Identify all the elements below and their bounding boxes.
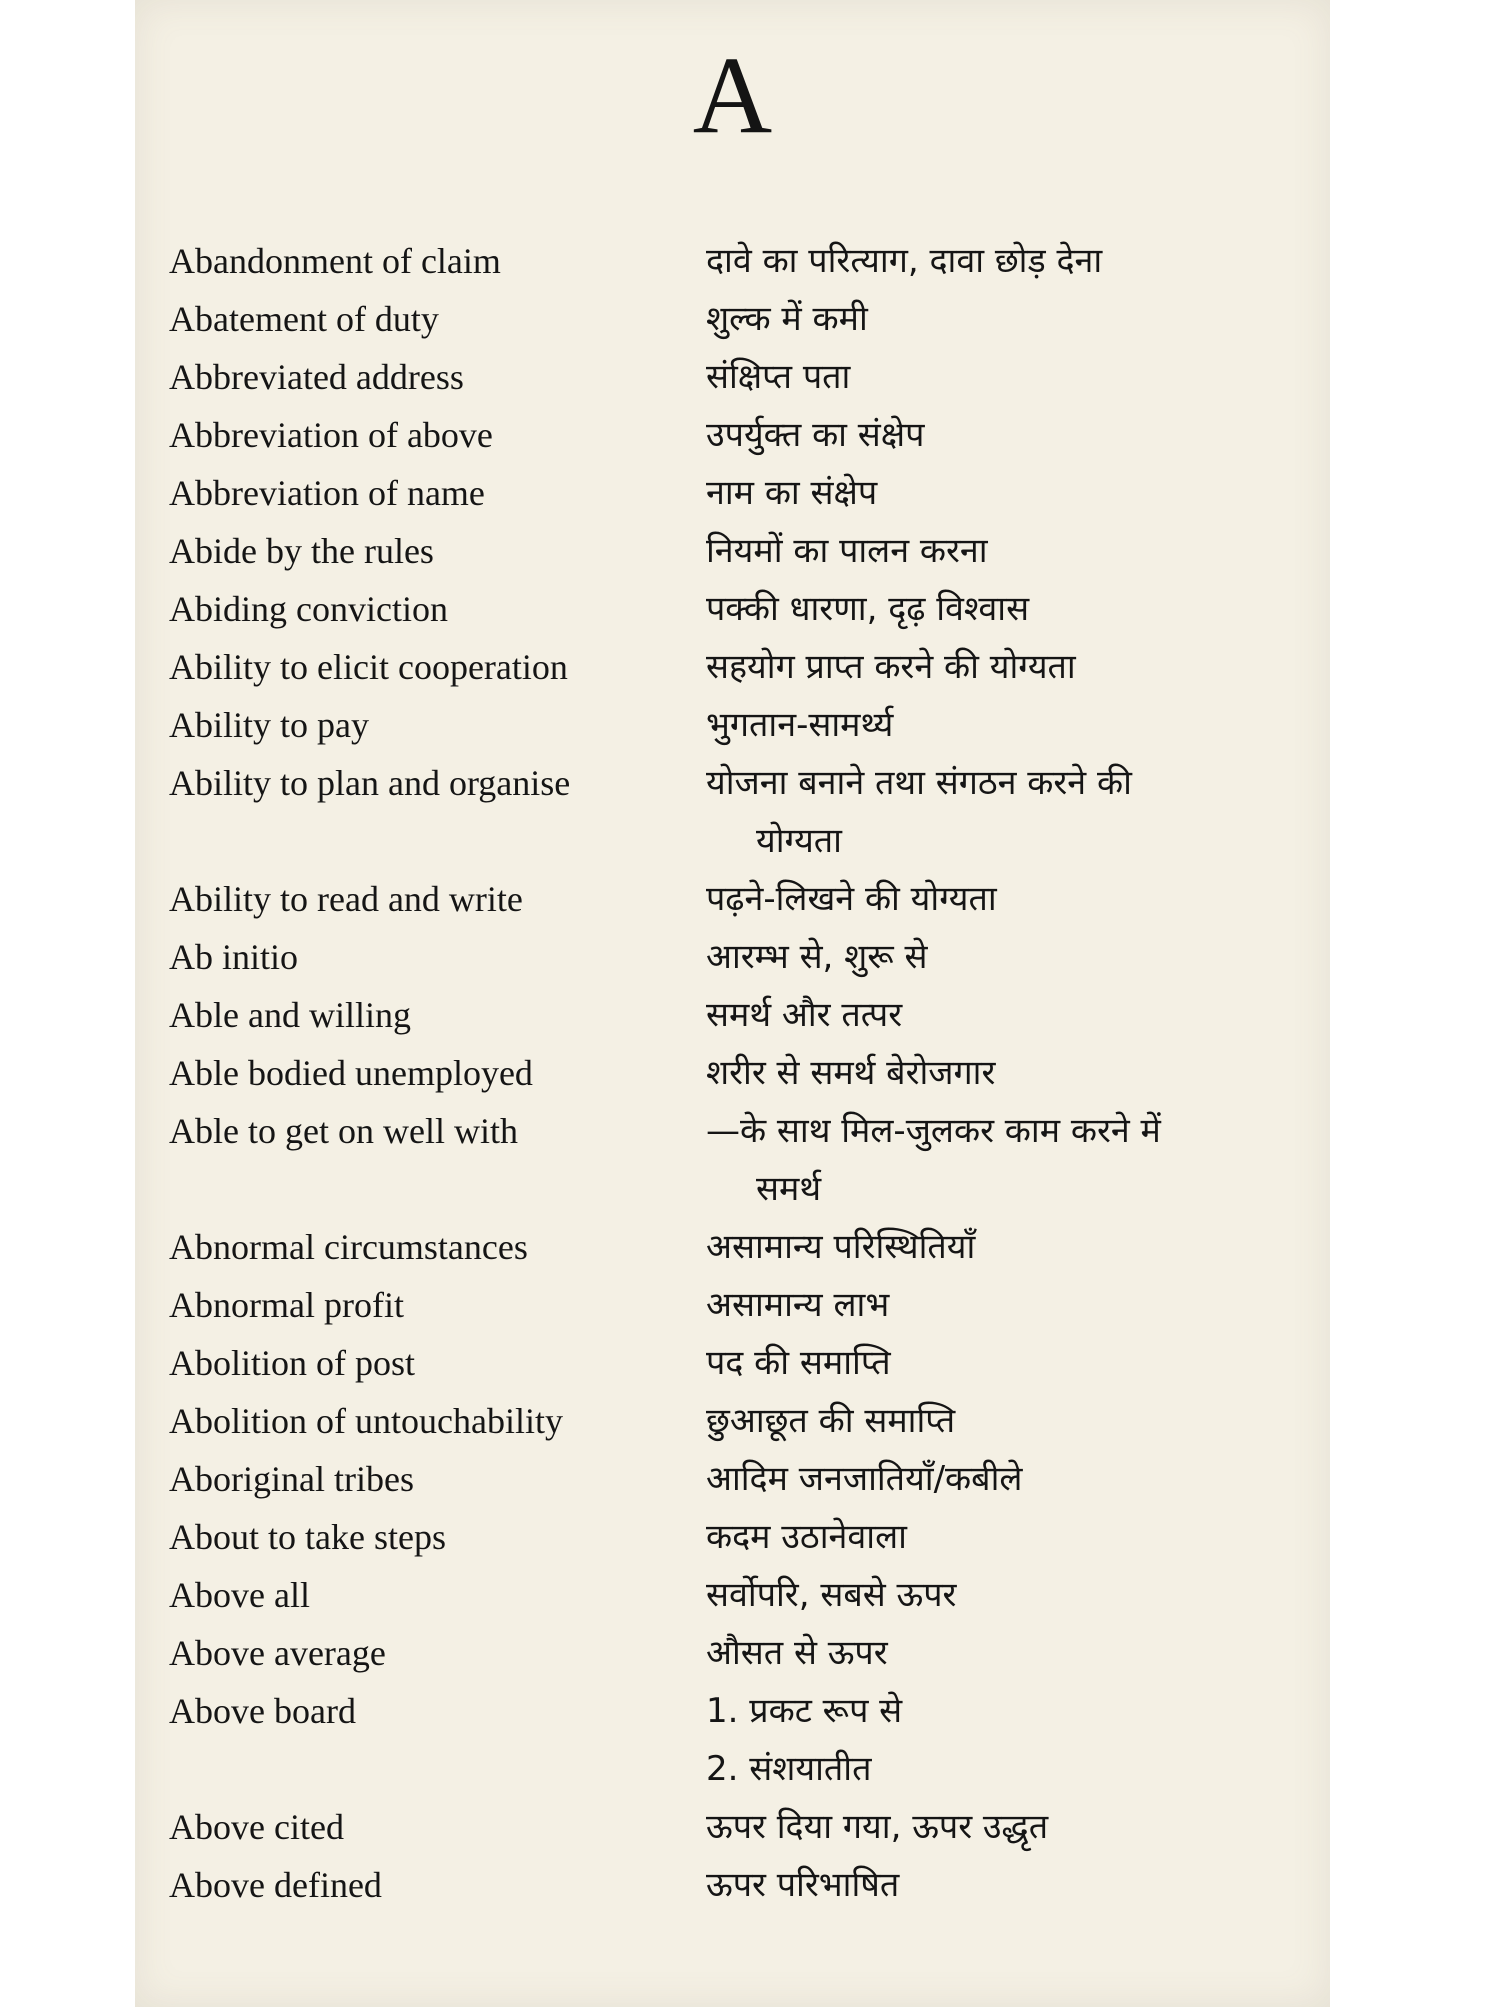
entry-list xyxy=(135,232,1330,1914)
hindi-translation xyxy=(706,1682,1276,1798)
entry-row xyxy=(135,348,1330,406)
english-term: Above board xyxy=(169,1691,356,1731)
hindi-line: सहयोग प्राप्त करने की योग्यता xyxy=(706,647,1076,687)
english-term: Aboriginal tribes xyxy=(169,1459,414,1499)
hindi-line: शुल्क में कमी xyxy=(706,299,868,339)
english-term: Abolition of untouchability xyxy=(169,1401,563,1441)
hindi-translation xyxy=(706,1566,1276,1624)
entry-row xyxy=(135,696,1330,754)
entry-row xyxy=(135,928,1330,986)
hindi-line: औसत से ऊपर xyxy=(706,1633,888,1673)
entry-row xyxy=(135,464,1330,522)
hindi-translation xyxy=(706,1276,1276,1334)
hindi-translation xyxy=(706,232,1276,290)
entry-row xyxy=(135,870,1330,928)
hindi-translation xyxy=(706,1856,1276,1914)
english-term: Ability to read and write xyxy=(169,879,523,919)
entry-row xyxy=(135,1392,1330,1450)
hindi-translation xyxy=(706,1044,1276,1102)
hindi-translation xyxy=(706,1392,1276,1450)
hindi-line: नियमों का पालन करना xyxy=(706,531,988,571)
hindi-line: 1. प्रकट रूप से xyxy=(706,1691,903,1731)
entry-row xyxy=(135,638,1330,696)
hindi-translation xyxy=(706,580,1276,638)
hindi-translation xyxy=(706,348,1276,406)
hindi-translation xyxy=(706,754,1276,870)
hindi-line: छुआछूत की समाप्ति xyxy=(706,1401,956,1441)
english-term: Abnormal circumstances xyxy=(169,1227,528,1267)
entry-row xyxy=(135,406,1330,464)
english-term: Able to get on well with xyxy=(169,1111,518,1151)
entry-row xyxy=(135,1682,1330,1798)
hindi-line: योजना बनाने तथा संगठन करने की xyxy=(706,763,1132,803)
hindi-translation xyxy=(706,638,1276,696)
hindi-translation xyxy=(706,1102,1276,1218)
english-term: Ability to pay xyxy=(169,705,369,745)
english-term: Above cited xyxy=(169,1807,344,1847)
hindi-translation xyxy=(706,1334,1276,1392)
entry-row xyxy=(135,1856,1330,1914)
english-term: Abbreviation of name xyxy=(169,473,485,513)
english-term: Abbreviation of above xyxy=(169,415,493,455)
english-term: Abide by the rules xyxy=(169,531,434,571)
english-term: Able and willing xyxy=(169,995,411,1035)
entry-row xyxy=(135,1450,1330,1508)
hindi-line: संक्षिप्त पता xyxy=(706,357,851,397)
hindi-line: पढ़ने-लिखने की योग्यता xyxy=(706,879,997,919)
hindi-translation xyxy=(706,464,1276,522)
entry-row xyxy=(135,232,1330,290)
english-term: Abnormal profit xyxy=(169,1285,404,1325)
dictionary-page xyxy=(135,0,1330,2007)
english-term: Ability to elicit cooperation xyxy=(169,647,568,687)
hindi-translation xyxy=(706,1508,1276,1566)
entry-row xyxy=(135,1276,1330,1334)
english-term: Ab initio xyxy=(169,937,299,977)
hindi-line: समर्थ और तत्पर xyxy=(706,995,903,1035)
hindi-translation xyxy=(706,1798,1276,1856)
hindi-line: आदिम जनजातियाँ/कबीले xyxy=(706,1459,1023,1499)
english-term: Above defined xyxy=(169,1865,382,1905)
hindi-translation xyxy=(706,1450,1276,1508)
hindi-line: शरीर से समर्थ बेरोजगार xyxy=(706,1053,996,1093)
hindi-line: ऊपर परिभाषित xyxy=(706,1865,900,1905)
hindi-line: दावे का परित्याग, दावा छोड़ देना xyxy=(706,241,1103,281)
hindi-line: नाम का संक्षेप xyxy=(706,473,878,513)
entry-row xyxy=(135,1044,1330,1102)
hindi-translation xyxy=(706,870,1276,928)
hindi-line: उपर्युक्त का संक्षेप xyxy=(706,415,925,455)
entry-row xyxy=(135,1334,1330,1392)
english-term: Abatement of duty xyxy=(169,299,439,339)
entry-row xyxy=(135,754,1330,870)
entry-row xyxy=(135,580,1330,638)
hindi-line: आरम्भ से, शुरू से xyxy=(706,937,928,977)
hindi-line: भुगतान-सामर्थ्य xyxy=(706,705,894,745)
english-term: Above all xyxy=(169,1575,310,1615)
hindi-line: असामान्य परिस्थितियाँ xyxy=(706,1227,976,1267)
hindi-line: कदम उठानेवाला xyxy=(706,1517,907,1557)
hindi-translation xyxy=(706,1218,1276,1276)
entry-row xyxy=(135,1508,1330,1566)
hindi-line: सर्वोपरि, सबसे ऊपर xyxy=(706,1575,957,1615)
hindi-line: ऊपर दिया गया, ऊपर उद्धृत xyxy=(706,1807,1049,1847)
english-term: Abbreviated address xyxy=(169,357,464,397)
english-term: Above average xyxy=(169,1633,386,1673)
entry-row xyxy=(135,1102,1330,1218)
entry-row xyxy=(135,986,1330,1044)
english-term: Able bodied unemployed xyxy=(169,1053,533,1093)
hindi-translation xyxy=(706,1624,1276,1682)
hindi-line: पक्की धारणा, दृढ़ विश्वास xyxy=(706,589,1030,629)
hindi-line: पद की समाप्ति xyxy=(706,1343,891,1383)
hindi-line: —के साथ मिल-जुलकर काम करने में xyxy=(706,1111,1161,1151)
hindi-translation xyxy=(706,696,1276,754)
section-letter-heading: A xyxy=(692,34,773,156)
english-term: Abolition of post xyxy=(169,1343,416,1383)
hindi-line: असामान्य लाभ xyxy=(706,1285,890,1325)
entry-row xyxy=(135,522,1330,580)
entry-row xyxy=(135,290,1330,348)
entry-row xyxy=(135,1218,1330,1276)
english-term: Abandonment of claim xyxy=(169,241,501,281)
entry-row xyxy=(135,1624,1330,1682)
entry-row xyxy=(135,1566,1330,1624)
hindi-translation xyxy=(706,406,1276,464)
hindi-translation xyxy=(706,290,1276,348)
hindi-line: योग्यता xyxy=(756,821,842,861)
english-term: Abiding conviction xyxy=(169,589,448,629)
entry-row xyxy=(135,1798,1330,1856)
hindi-translation xyxy=(706,986,1276,1044)
hindi-line: 2. संशयातीत xyxy=(706,1749,872,1789)
english-term: Ability to plan and organise xyxy=(169,763,571,803)
english-term: About to take steps xyxy=(169,1517,446,1557)
hindi-line: समर्थ xyxy=(756,1169,822,1209)
hindi-translation xyxy=(706,928,1276,986)
hindi-translation xyxy=(706,522,1276,580)
